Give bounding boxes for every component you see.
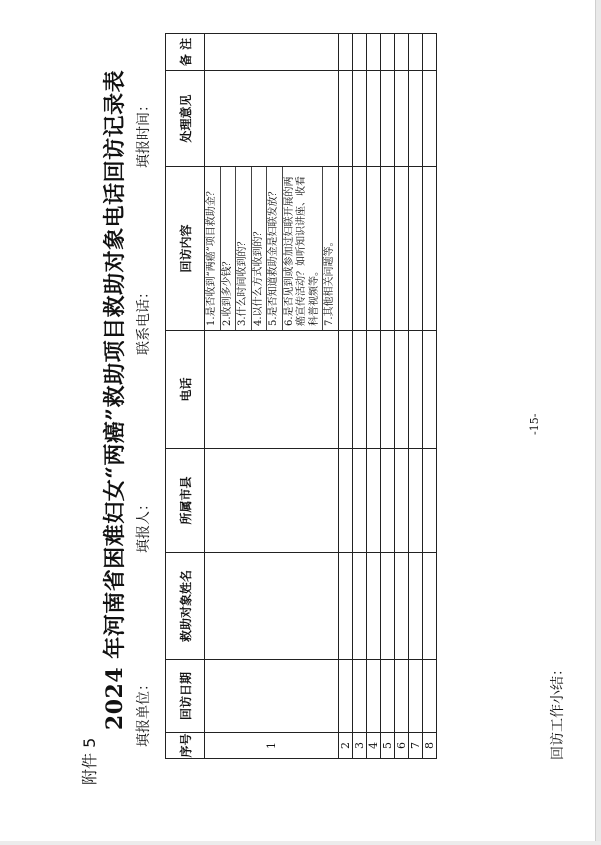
city-county-cell[interactable] — [422, 449, 436, 553]
table-row — [205, 34, 339, 759]
handling-opinion-cell[interactable] — [394, 71, 408, 167]
recipient-name-cell[interactable] — [205, 553, 339, 660]
city-county-cell[interactable] — [205, 449, 339, 553]
page-number: -15- — [528, 413, 541, 435]
handling-opinion-cell[interactable] — [338, 71, 352, 167]
phone-cell[interactable] — [352, 331, 366, 449]
phone-cell[interactable] — [408, 331, 422, 449]
header-phone: 电话 — [166, 331, 205, 449]
table-row — [352, 34, 366, 759]
document-title: 2024 年河南省困难妇女“两癌”救助项目救助对象电话回访记录表 — [102, 69, 128, 731]
phone-cell[interactable] — [422, 331, 436, 449]
header-city-county: 所属市县 — [166, 449, 205, 553]
header-handling-opinion: 处理意见 — [166, 71, 205, 167]
visit-question-item: 6.是否见到或参加过妇联开展的两癌宣传活动？如听知识讲座、收看科普视频等。 — [283, 167, 324, 330]
city-county-cell[interactable] — [352, 449, 366, 553]
handling-opinion-cell[interactable] — [422, 71, 436, 167]
visit-question-list — [205, 167, 338, 330]
visit-date-cell[interactable] — [338, 660, 352, 733]
attachment-label: 附件 5 — [80, 737, 99, 785]
visit-date-cell[interactable] — [394, 660, 408, 733]
handling-opinion-cell[interactable] — [366, 71, 380, 167]
city-county-cell[interactable] — [338, 449, 352, 553]
phone-cell[interactable] — [366, 331, 380, 449]
remarks-cell[interactable] — [394, 34, 408, 71]
recipient-name-cell[interactable] — [338, 553, 352, 660]
recipient-name-cell[interactable] — [408, 553, 422, 660]
row-number: 6 — [394, 733, 408, 759]
table-row — [338, 34, 352, 759]
row-number: 7 — [408, 733, 422, 759]
visit-date-cell[interactable] — [422, 660, 436, 733]
table-row — [380, 34, 394, 759]
row-number: 2 — [338, 733, 352, 759]
city-county-cell[interactable] — [366, 449, 380, 553]
handling-opinion-cell[interactable] — [352, 71, 366, 167]
remarks-cell[interactable] — [422, 34, 436, 71]
fill-person-label: 填报人： — [136, 497, 152, 553]
visit-date-cell[interactable] — [205, 660, 339, 733]
remarks-cell[interactable] — [205, 34, 339, 71]
visit-content-cell[interactable] — [366, 167, 380, 331]
row-number: 5 — [380, 733, 394, 759]
remarks-cell[interactable] — [338, 34, 352, 71]
handling-opinion-cell[interactable] — [205, 71, 339, 167]
header-recipient-name: 救助对象姓名 — [166, 553, 205, 660]
visit-question-item: 1.是否收到“两癌”项目救助金？ — [205, 167, 221, 330]
city-county-cell[interactable] — [408, 449, 422, 553]
recipient-name-cell[interactable] — [352, 553, 366, 660]
recipient-name-cell[interactable] — [422, 553, 436, 660]
fill-time-label: 填报时间： — [136, 98, 152, 168]
visit-content-cell[interactable] — [352, 167, 366, 331]
recipient-name-cell[interactable] — [366, 553, 380, 660]
visit-question-item: 7.其他相关问题等。 — [324, 236, 335, 326]
visit-content-cell — [205, 167, 339, 331]
remarks-cell[interactable] — [366, 34, 380, 71]
phone-cell[interactable] — [394, 331, 408, 449]
fill-unit-label: 填报单位： — [136, 677, 152, 747]
visit-date-cell[interactable] — [408, 660, 422, 733]
handling-opinion-cell[interactable] — [380, 71, 394, 167]
table-row — [394, 34, 408, 759]
row-number: 8 — [422, 733, 436, 759]
row-number: 3 — [352, 733, 366, 759]
recipient-name-cell[interactable] — [394, 553, 408, 660]
callback-record-table — [165, 33, 437, 759]
header-seq: 序号 — [166, 733, 205, 759]
work-summary-label: 回访工作小结： — [550, 662, 566, 760]
header-remarks: 备 注 — [166, 34, 205, 71]
row-number: 4 — [366, 733, 380, 759]
phone-cell[interactable] — [380, 331, 394, 449]
city-county-cell[interactable] — [380, 449, 394, 553]
recipient-name-cell[interactable] — [380, 553, 394, 660]
visit-date-cell[interactable] — [366, 660, 380, 733]
handling-opinion-cell[interactable] — [408, 71, 422, 167]
table-header-row — [166, 34, 205, 759]
visit-content-cell[interactable] — [394, 167, 408, 331]
visit-question-item: 2.收到多少钱？ — [221, 167, 237, 330]
visit-content-cell[interactable] — [380, 167, 394, 331]
header-visit-content: 回访内容 — [166, 167, 205, 331]
visit-content-cell[interactable] — [338, 167, 352, 331]
visit-question-item: 5.是否知道救助金是妇联发放？ — [267, 167, 283, 330]
remarks-cell[interactable] — [380, 34, 394, 71]
remarks-cell[interactable] — [352, 34, 366, 71]
contact-phone-label: 联系电话： — [136, 285, 152, 355]
phone-cell[interactable] — [205, 331, 339, 449]
visit-content-cell[interactable] — [408, 167, 422, 331]
visit-date-cell[interactable] — [380, 660, 394, 733]
remarks-cell[interactable] — [408, 34, 422, 71]
table-row — [366, 34, 380, 759]
header-visit-date: 回访日期 — [166, 660, 205, 733]
visit-question-item: 4.以什么方式收到的？ — [252, 167, 268, 330]
visit-date-cell[interactable] — [352, 660, 366, 733]
visit-question-item: 3.什么时间收到的？ — [236, 167, 252, 330]
table-row — [408, 34, 422, 759]
city-county-cell[interactable] — [394, 449, 408, 553]
visit-content-cell[interactable] — [422, 167, 436, 331]
table-row — [422, 34, 436, 759]
phone-cell[interactable] — [338, 331, 352, 449]
row-number: 1 — [205, 733, 339, 759]
